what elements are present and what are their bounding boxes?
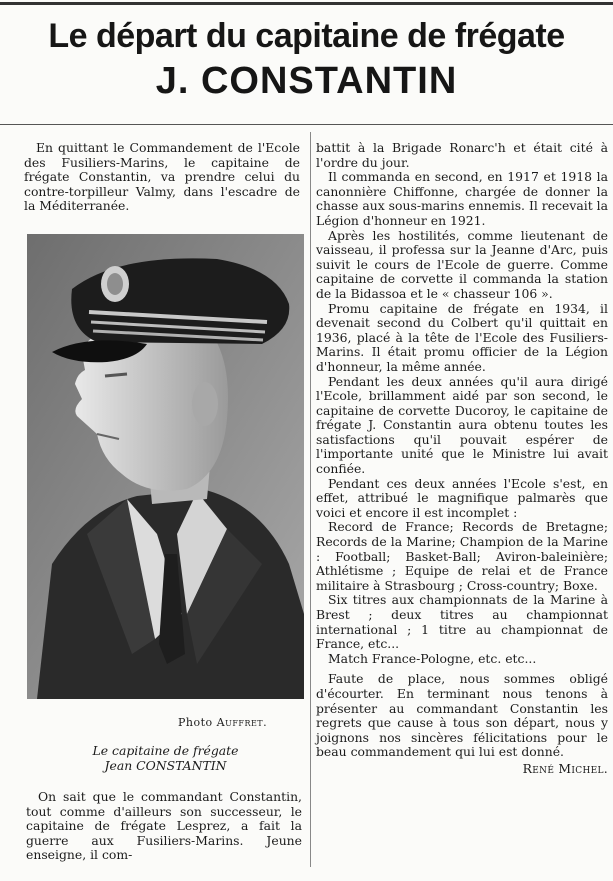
headline: [0, 14, 613, 104]
portrait-illustration: [27, 234, 304, 699]
article-paragraph: Record de France; Records de Bretagne; Records de la Marine; Champion de la Marine : Football; Basket-Ball; Aviron-baleinière; Athlétisme ; Equipe de relai et de France militaire à Strasbourg ; Cross-country; Boxe.: [316, 519, 608, 593]
author-signature: René Michel.: [522, 760, 608, 776]
article-paragraph: battit à la Brigade Ronarc'h et était cité à l'ordre du jour.: [316, 140, 608, 170]
left-column-continuation: [26, 790, 302, 863]
right-column: [316, 141, 608, 777]
article-paragraph: Pendant les deux années qu'il aura dirigé l'Ecole, brillamment aidé par son second, le capitaine de corvette Ducoroy, le capitaine de frégate J. Constantin aura obtenu toutes les satisfactions qu'il pouvait espérer de l'importante unité que le Ministre lui avait confiée.: [316, 373, 608, 477]
headline-rule: [0, 124, 613, 125]
caption-line-2: Jean CONSTANTIN: [104, 757, 227, 773]
article-paragraph: Après les hostilités, comme lieutenant de vaisseau, il professa sur la Jeanne d'Arc, puis suivit le cours de l'Ecole de guerre. Comme capitaine de corvette il commanda la station de la Bidassoa et le « chasseur 106 ».: [316, 227, 608, 301]
article-paragraph: Faute de place, nous sommes obligé d'écourter. En terminant nous tenons à présenter au commandant Constantin les regrets que cause à tous son départ, nous y joignons nos sincères félicitations pour le beau commandement qui lui est donné.: [316, 671, 608, 760]
top-rule: [0, 2, 613, 5]
article-paragraph: Match France-Pologne, etc. etc...: [328, 650, 537, 666]
portrait-photo: [27, 234, 304, 699]
article-paragraph: Six titres aux championnats de la Marine à Brest ; deux titres au championnat international ; 1 titre au championnat de France, etc...: [316, 592, 608, 652]
photo-caption: [27, 744, 304, 773]
photo-credit: [178, 716, 267, 729]
intro-paragraph: En quittant le Commandement de l'Ecole des Fusiliers-Marins, le capitaine de frégate Constantin, va prendre celui du contre-torpilleur Valmy, dans l'escadre de la Méditerranée.: [24, 140, 300, 214]
headline-line-1: Le départ du capitaine de frégate: [48, 17, 565, 55]
left-column-intro: [24, 141, 300, 214]
caption-line-1: Le capitaine de frégate: [92, 743, 239, 758]
photo-credit-label: Photo: [178, 716, 213, 729]
headline-line-2: J. CONSTANTIN: [155, 60, 458, 102]
continuation-paragraph: On sait que le commandant Constantin, tout comme d'ailleurs son successeur, le capitaine de frégate Lesprez, a fait la guerre aux Fusiliers-Marins. Jeune enseigne, il com-: [26, 789, 302, 863]
article-paragraph: Il commanda en second, en 1917 et 1918 la canonnière Chiffonne, chargée de donner la chasse aux sous-marins ennemis. Il recevait la Légion d'honneur en 1921.: [316, 169, 608, 228]
column-separator: [310, 132, 311, 867]
article-paragraph: Pendant ces deux années l'Ecole s'est, en effet, attribué le magnifique palmarès que voici et encore il est incomplet :: [316, 475, 608, 520]
article-paragraph: Promu capitaine de frégate en 1934, il devenait second du Colbert qu'il quittait en 1936, placé à la tête de l'Ecole des Fusiliers-Marins. Il était promu officier de la Légion d'honneur, la même année.: [316, 300, 608, 374]
photo-credit-name: Auffret.: [216, 716, 268, 729]
